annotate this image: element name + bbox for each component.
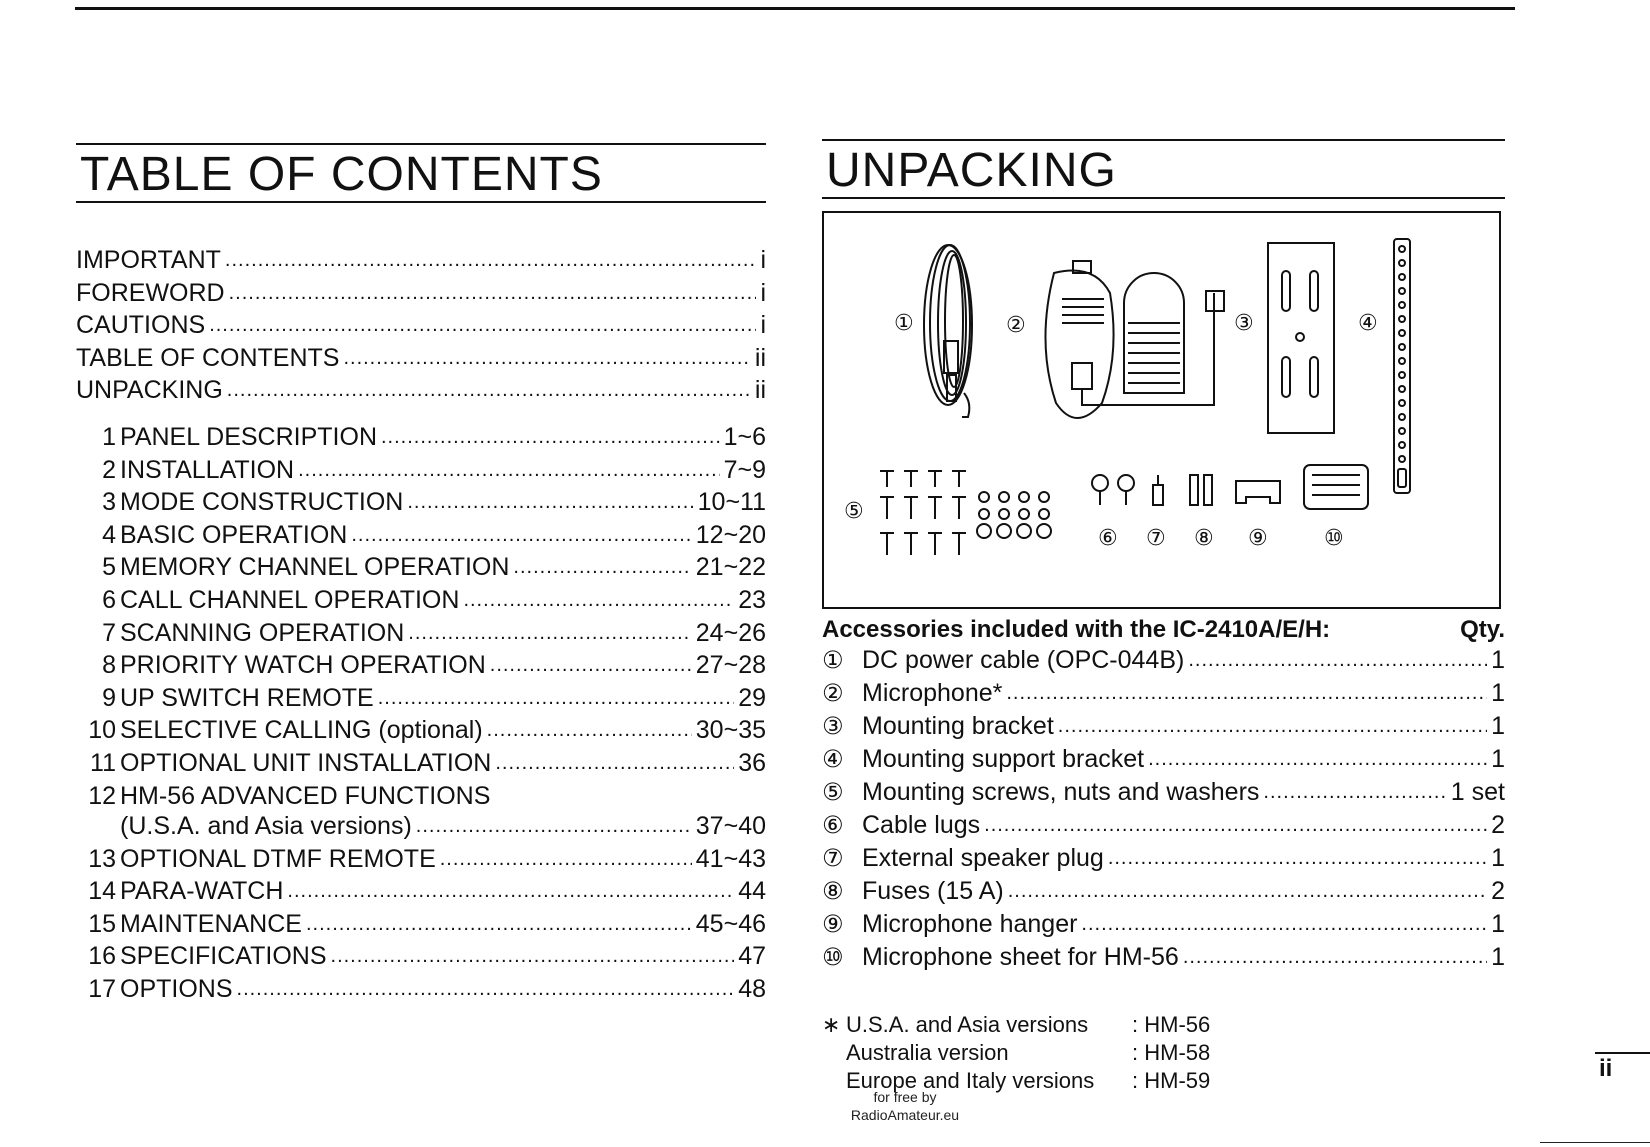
dot-leader	[225, 243, 757, 276]
figure-marker-8: ⑧	[1194, 526, 1214, 551]
dot-leader	[331, 939, 735, 972]
chapter-label: BASIC OPERATION	[120, 520, 348, 549]
chapter-page: 21~22	[695, 553, 766, 582]
accessory-marker: ④	[822, 746, 844, 773]
credit-line: for free by	[873, 1089, 937, 1105]
figure-marker-3: ③	[1234, 311, 1254, 336]
toc-entry-label: UNPACKING	[76, 376, 223, 405]
chapter-label: MODE CONSTRUCTION	[120, 488, 404, 517]
toc-entry-page: ii	[754, 343, 766, 372]
toc-entry[interactable]	[76, 375, 766, 408]
chapter-page: 30~35	[695, 716, 766, 745]
chapter-label: PARA-WATCH	[120, 877, 284, 906]
accessory-item	[822, 843, 1505, 876]
chapter-label: CALL CHANNEL OPERATION	[120, 585, 460, 614]
dot-leader	[1058, 709, 1487, 742]
dot-leader	[1081, 907, 1487, 940]
dot-leader	[440, 842, 692, 875]
toc-entry[interactable]	[76, 278, 766, 311]
chapter-number: 6	[102, 585, 116, 614]
dot-leader	[229, 276, 757, 309]
toc-chapter[interactable]	[76, 844, 766, 877]
accessory-item	[822, 909, 1505, 942]
dot-leader	[298, 453, 719, 486]
figure-marker-7: ⑦	[1146, 526, 1166, 551]
accessory-item	[822, 876, 1505, 909]
toc-chapter[interactable]	[76, 487, 766, 520]
unpacking-section	[822, 139, 1505, 1095]
toc-entry-label: IMPORTANT	[76, 246, 221, 274]
figure-marker-1: ①	[894, 311, 914, 336]
toc-entry[interactable]	[76, 310, 766, 343]
accessory-item	[822, 942, 1505, 975]
note-region: Europe and Italy versions	[846, 1068, 1095, 1093]
toc-chapters	[76, 422, 766, 1007]
page-number-block	[1595, 1052, 1650, 1084]
dot-leader	[381, 420, 720, 453]
toc-chapter[interactable]	[76, 974, 766, 1007]
qty-heading: Qty.	[1460, 616, 1505, 643]
note-row	[822, 1011, 1505, 1039]
chapter-number: 12	[88, 781, 116, 810]
chapter-label: MEMORY CHANNEL OPERATION	[120, 553, 510, 582]
chapter-page: 24~26	[695, 618, 766, 647]
toc-title: TABLE OF CONTENTS	[76, 145, 766, 203]
accessory-marker: ⑥	[822, 812, 844, 839]
dot-leader	[1008, 874, 1487, 907]
accessory-item	[822, 777, 1505, 810]
accessory-label: Mounting support bracket	[862, 745, 1145, 773]
dot-leader	[463, 583, 734, 616]
microphone-drawing	[1045, 261, 1224, 418]
accessory-qty: 1	[1491, 679, 1505, 707]
dot-leader	[407, 485, 693, 518]
chapter-page: 23	[738, 585, 766, 614]
toc-entry-label: TABLE OF CONTENTS	[76, 343, 340, 372]
accessory-marker: ⑨	[822, 911, 844, 938]
accessory-marker: ⑤	[822, 779, 844, 806]
chapter-number: 16	[88, 942, 116, 971]
figure-marker-10: ⑩	[1324, 526, 1344, 551]
accessory-label: Fuses (15 A)	[862, 877, 1004, 905]
accessory-marker: ①	[822, 647, 844, 674]
chapter-number: 4	[102, 520, 116, 549]
chapter-page: 10~11	[697, 488, 766, 517]
dot-leader	[306, 907, 692, 940]
toc-chapter[interactable]	[76, 715, 766, 748]
screws-nuts-washers-drawing	[880, 471, 1051, 555]
accessories-heading: Accessories included with the IC-2410A/E/H:	[822, 616, 1331, 643]
figure-marker-4: ④	[1358, 311, 1378, 336]
chapter-label: SCANNING OPERATION	[120, 618, 405, 647]
accessory-qty: 1 set	[1450, 778, 1505, 806]
chapter-label: OPTIONAL UNIT INSTALLATION	[120, 748, 492, 777]
accessory-item	[822, 645, 1505, 678]
chapter-page: 27~28	[695, 651, 766, 680]
accessory-qty: 1	[1491, 910, 1505, 938]
microphone-version-notes	[822, 1011, 1505, 1095]
toc-entry-page: i	[760, 311, 766, 340]
chapter-label: OPTIONS	[120, 975, 233, 1004]
chapter-page: 48	[738, 975, 766, 1004]
dot-leader	[287, 874, 734, 907]
chapter-number: 11	[90, 748, 116, 777]
accessory-marker: ⑧	[822, 878, 844, 905]
note-model: : HM-58	[1132, 1040, 1211, 1065]
toc-chapter[interactable]	[76, 650, 766, 683]
mounting-bracket-drawing	[1268, 243, 1334, 433]
figure-marker-5: ⑤	[844, 499, 864, 524]
chapter-number: 9	[102, 683, 116, 712]
accessories-drawing	[824, 213, 1499, 607]
accessory-item	[822, 744, 1505, 777]
small-parts-drawing	[1092, 465, 1368, 509]
chapter-page: 47	[738, 942, 766, 971]
toc-entry-label: CAUTIONS	[76, 311, 206, 340]
toc-entry-page: i	[760, 278, 766, 307]
accessory-item	[822, 810, 1505, 843]
chapter-number: 7	[102, 618, 116, 647]
note-row	[822, 1039, 1505, 1067]
mounting-support-bracket-drawing	[1394, 239, 1410, 493]
dot-leader	[490, 648, 692, 681]
accessories-illustration	[822, 211, 1501, 609]
toc-chapter[interactable]	[76, 455, 766, 488]
dot-leader	[1188, 643, 1487, 676]
chapter-page: 7~9	[723, 455, 766, 484]
accessory-item	[822, 711, 1505, 744]
dot-leader	[1006, 676, 1487, 709]
dot-leader	[351, 518, 691, 551]
toc-chapter[interactable]	[76, 748, 766, 781]
dot-leader	[237, 972, 735, 1005]
chapter-page: 1~6	[723, 422, 766, 451]
chapter-number: 14	[88, 877, 116, 906]
chapter-label: OPTIONAL DTMF REMOTE	[120, 844, 436, 873]
accessory-label: Microphone sheet for HM-56	[862, 943, 1179, 971]
toc-chapter[interactable]	[76, 683, 766, 716]
toc-chapter[interactable]	[76, 585, 766, 618]
accessory-qty: 2	[1491, 811, 1505, 839]
chapter-number: 8	[102, 651, 116, 680]
dot-leader	[487, 713, 692, 746]
figure-marker-6: ⑥	[1098, 526, 1118, 551]
chapter-number: 3	[102, 488, 116, 517]
dot-leader	[378, 681, 734, 714]
figure-marker-2: ②	[1006, 313, 1026, 338]
chapter-label: HM-56 ADVANCED FUNCTIONS	[120, 781, 491, 810]
accessory-marker: ③	[822, 713, 844, 740]
chapter-number: 15	[88, 909, 116, 938]
chapter-label: PRIORITY WATCH OPERATION	[120, 651, 486, 680]
chapter-page: 29	[738, 683, 766, 712]
chapter-page: 12~20	[695, 520, 766, 549]
note-region: U.S.A. and Asia versions	[846, 1012, 1089, 1037]
dot-leader	[408, 616, 691, 649]
accessories-list	[822, 645, 1505, 975]
toc-chapter[interactable]	[76, 618, 766, 651]
dc-power-cable-drawing	[924, 245, 972, 417]
toc-entry-page: i	[760, 246, 766, 274]
note-model: : HM-56	[1132, 1012, 1211, 1037]
chapter-label: SELECTIVE CALLING (optional)	[120, 716, 483, 745]
accessory-qty: 2	[1491, 877, 1505, 905]
bottom-edge-rule	[1540, 1142, 1650, 1143]
toc-entry[interactable]	[76, 343, 766, 376]
note-region: Australia version	[846, 1040, 1009, 1065]
chapter-number: 10	[88, 716, 116, 745]
note-model: : HM-59	[1132, 1068, 1211, 1093]
accessory-item	[822, 678, 1505, 711]
chapter-label: (U.S.A. and Asia versions)	[120, 812, 412, 841]
dot-leader	[495, 746, 734, 779]
accessory-marker: ②	[822, 680, 844, 707]
dot-leader	[1183, 940, 1487, 973]
accessory-qty: 1	[1491, 844, 1505, 872]
accessory-qty: 1	[1491, 712, 1505, 740]
toc-entry-label: FOREWORD	[76, 278, 225, 307]
accessory-marker: ⑩	[822, 944, 844, 971]
chapter-page: 45~46	[695, 909, 766, 938]
accessory-qty: 1	[1491, 745, 1505, 773]
toc-entry-page: ii	[754, 376, 766, 405]
figure-marker-9: ⑨	[1248, 526, 1268, 551]
chapter-page: 36	[738, 748, 766, 777]
dot-leader	[1148, 742, 1487, 775]
chapter-label: SPECIFICATIONS	[120, 942, 327, 971]
dot-leader	[1108, 841, 1487, 874]
chapter-number: 1	[102, 422, 116, 451]
unpacking-title: UNPACKING	[822, 141, 1505, 199]
chapter-label: MAINTENANCE	[120, 909, 302, 938]
dot-leader	[416, 809, 692, 842]
toc-entry[interactable]	[76, 245, 766, 278]
accessory-marker: ⑦	[822, 845, 844, 872]
accessory-label: Mounting screws, nuts and washers	[862, 778, 1260, 806]
accessories-heading-row	[822, 615, 1505, 645]
dot-leader	[209, 308, 756, 341]
chapter-page: 44	[738, 877, 766, 906]
chapter-number: 5	[102, 553, 116, 582]
chapter-label: UP SWITCH REMOTE	[120, 683, 374, 712]
accessory-qty: 1	[1491, 943, 1505, 971]
table-of-contents	[76, 143, 766, 1007]
toc-chapter[interactable]	[76, 552, 766, 585]
accessory-qty: 1	[1491, 646, 1505, 674]
dot-leader	[984, 808, 1487, 841]
accessory-label: Mounting bracket	[862, 712, 1054, 740]
chapter-page: 37~40	[695, 812, 766, 841]
toc-chapter-continuation[interactable]	[76, 811, 766, 844]
toc-chapter[interactable]	[76, 876, 766, 909]
source-credit	[835, 1088, 975, 1124]
top-rule	[75, 7, 1515, 10]
toc-chapter[interactable]	[76, 941, 766, 974]
dot-leader	[343, 341, 750, 374]
chapter-page: 41~43	[695, 844, 766, 873]
toc-chapter[interactable]	[76, 422, 766, 455]
chapter-label: INSTALLATION	[120, 455, 295, 484]
accessory-label: DC power cable (OPC-044B)	[862, 646, 1185, 674]
dot-leader	[513, 550, 691, 583]
toc-chapter[interactable]	[76, 520, 766, 553]
accessory-label: Cable lugs	[862, 811, 981, 839]
dot-leader	[227, 373, 751, 406]
accessory-label: External speaker plug	[862, 844, 1104, 872]
accessory-label: Microphone*	[862, 679, 1003, 707]
chapter-number: 2	[102, 455, 116, 484]
chapter-label: PANEL DESCRIPTION	[120, 422, 377, 451]
page-number: ii	[1599, 1055, 1613, 1082]
accessory-label: Microphone hanger	[862, 910, 1078, 938]
asterisk-marker: ∗	[822, 1012, 841, 1037]
chapter-number: 13	[88, 844, 116, 873]
dot-leader	[1263, 775, 1446, 808]
chapter-number: 17	[88, 975, 116, 1004]
credit-site: RadioAmateur.eu	[850, 1107, 960, 1123]
toc-front-matter	[76, 245, 766, 408]
toc-chapter[interactable]	[76, 909, 766, 942]
toc-chapter[interactable]	[76, 781, 766, 812]
